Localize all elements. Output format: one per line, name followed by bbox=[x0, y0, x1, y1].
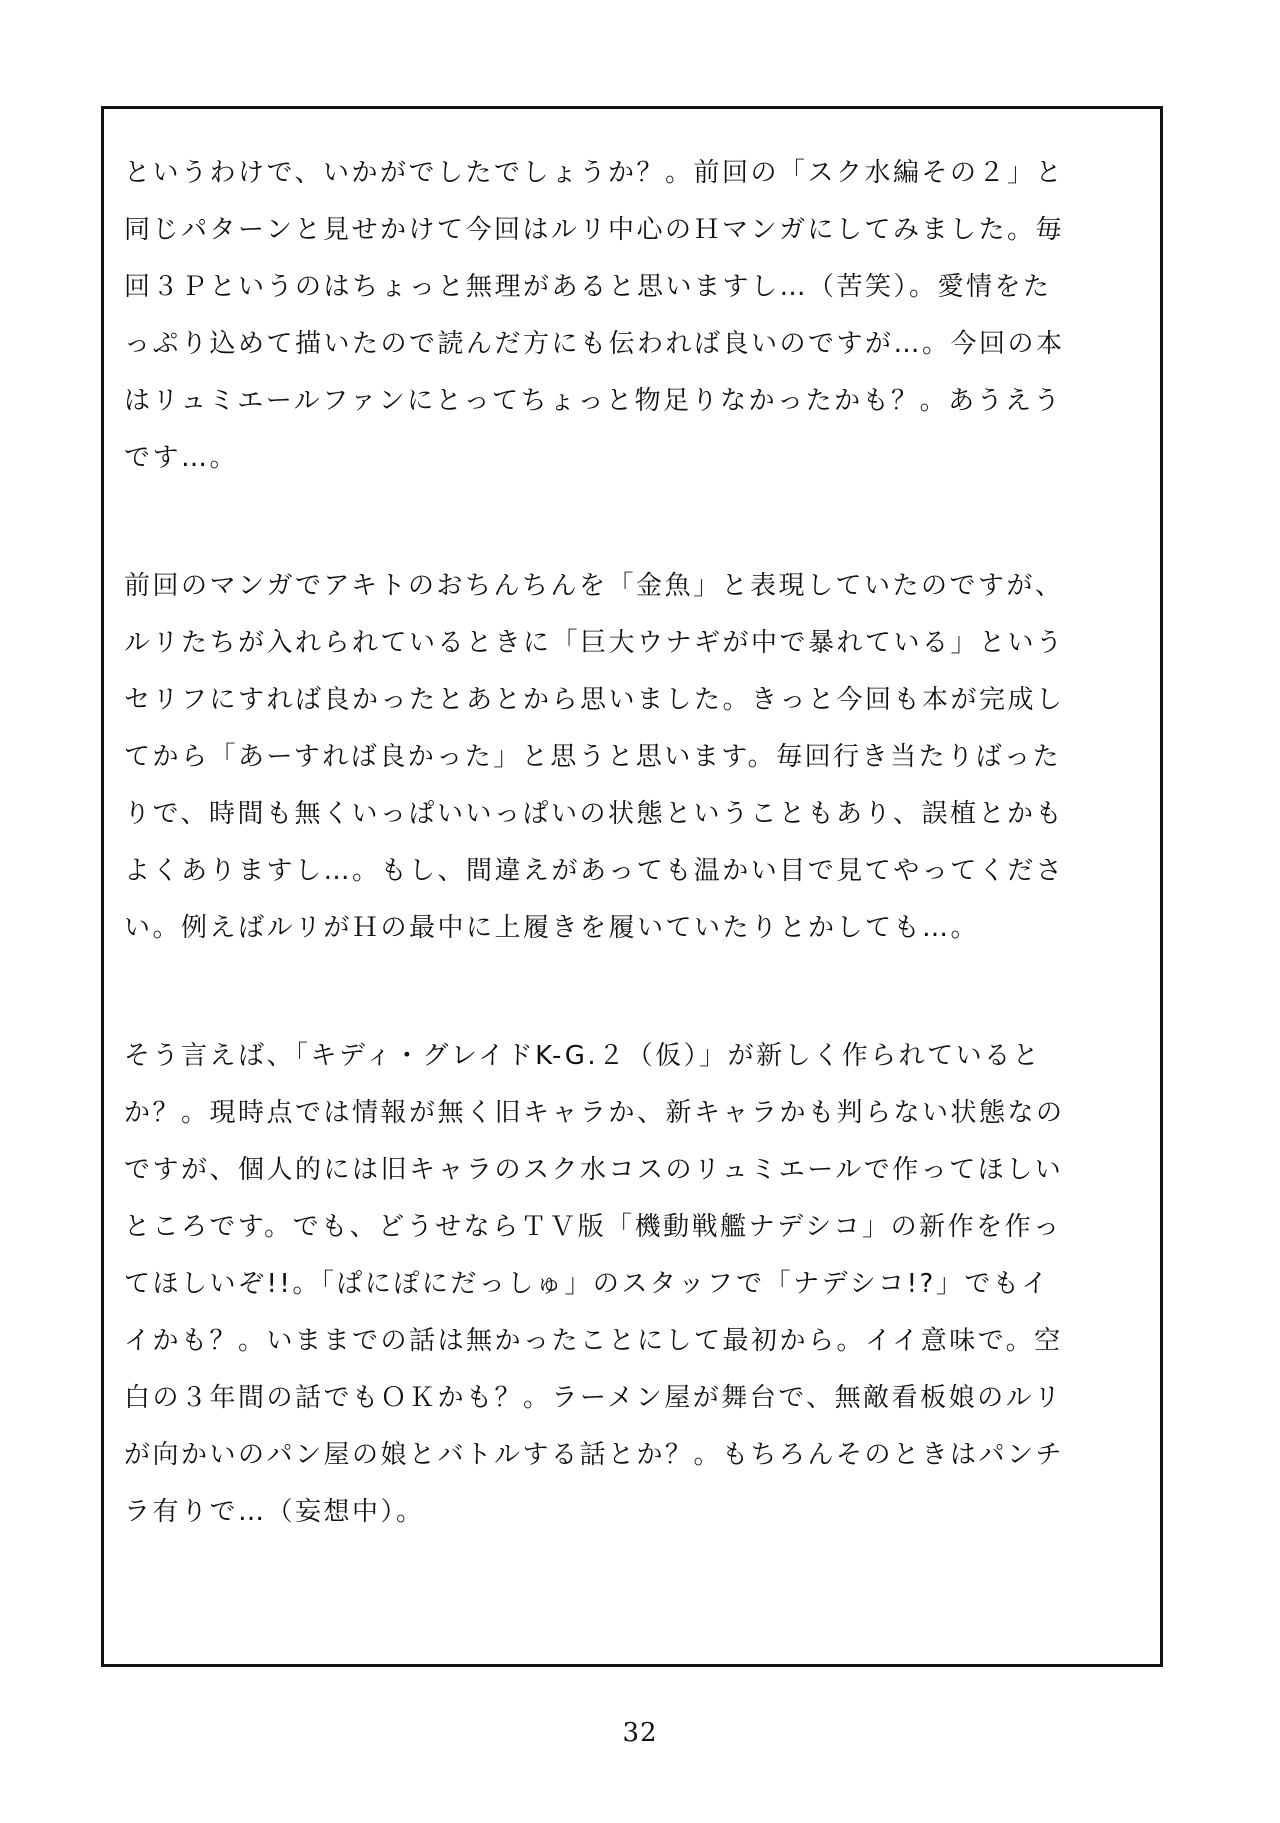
text-line: か？。現時点では情報が無く旧キャラか、新キャラかも判らない状態なの bbox=[124, 1098, 1065, 1128]
text-frame bbox=[101, 106, 1163, 1667]
text-line: が向かいのパン屋の娘とバトルする話とか？。もちろんそのときはパンチ bbox=[124, 1440, 1064, 1470]
text-line: ところです。でも、どうせならＴＶ版「機動戦艦ナデシコ」の新作を作っ bbox=[124, 1212, 1062, 1242]
text-line: てほしいぞ!!。「ぱにぽにだっしゅ」のスタッフで「ナデシコ!?」でもイ bbox=[124, 1269, 1050, 1299]
text-line: 前回のマンガでアキトのおちんちんを「金魚」と表現していたのですが、 bbox=[124, 571, 1064, 601]
text-line: りで、時間も無くいっぱいいっぱいの状態ということもあり、誤植とかも bbox=[124, 799, 1064, 829]
text-line: い。例えばルリがＨの最中に上履きを履いていたりとかしても…。 bbox=[124, 913, 980, 943]
paragraph-1 bbox=[124, 145, 1134, 487]
paragraph-3 bbox=[124, 1028, 1134, 1541]
text-line: はリュミエールファンにとってちょっと物足りなかったかも？。あうえう bbox=[124, 386, 1063, 416]
text-line: セリフにすれば良かったとあとから思いました。きっと今回も本が完成し bbox=[124, 685, 1065, 715]
text-line: っぷり込めて描いたので読んだ方にも伝われば良いのですが…。今回の本 bbox=[124, 329, 1065, 359]
text-line: ラ有りで…（妄想中）。 bbox=[124, 1497, 425, 1527]
text-line: 同じパターンと見せかけて今回はルリ中心のＨマンガにしてみました。毎 bbox=[124, 215, 1064, 245]
text-line: というわけで、いかがでしたでしょうか？。前回の「スク水編その２」と bbox=[124, 158, 1064, 188]
text-line: てから「あーすれば良かった」と思うと思います。毎回行き当たりばった bbox=[124, 742, 1062, 772]
text-line: そう言えば、「キディ・グレイドK-G.２（仮）」が新しく作られていると bbox=[124, 1041, 1042, 1071]
page-number: 32 bbox=[622, 1718, 658, 1748]
text-line: 回３Ｐというのはちょっと無理があると思いますし…（苦笑）。愛情をた bbox=[124, 272, 1052, 302]
text-body bbox=[124, 145, 1134, 1612]
paragraph-2 bbox=[124, 558, 1134, 957]
text-line: よくありますし…。もし、間違えがあっても温かい目で見てやってくださ bbox=[124, 856, 1065, 886]
text-line: イかも？。いままでの話は無かったことにして最初から。イイ意味で。空 bbox=[124, 1326, 1063, 1356]
text-line: ですが、個人的には旧キャラのスク水コスのリュミエールで作ってほしい bbox=[124, 1155, 1064, 1185]
text-line: 白の３年間の話でもＯＫかも？。ラーメン屋が舞台で、無敵看板娘のルリ bbox=[124, 1383, 1063, 1413]
text-line: ルリたちが入れられているときに「巨大ウナギが中で暴れている」という bbox=[124, 628, 1065, 658]
text-line: です…。 bbox=[124, 443, 239, 473]
